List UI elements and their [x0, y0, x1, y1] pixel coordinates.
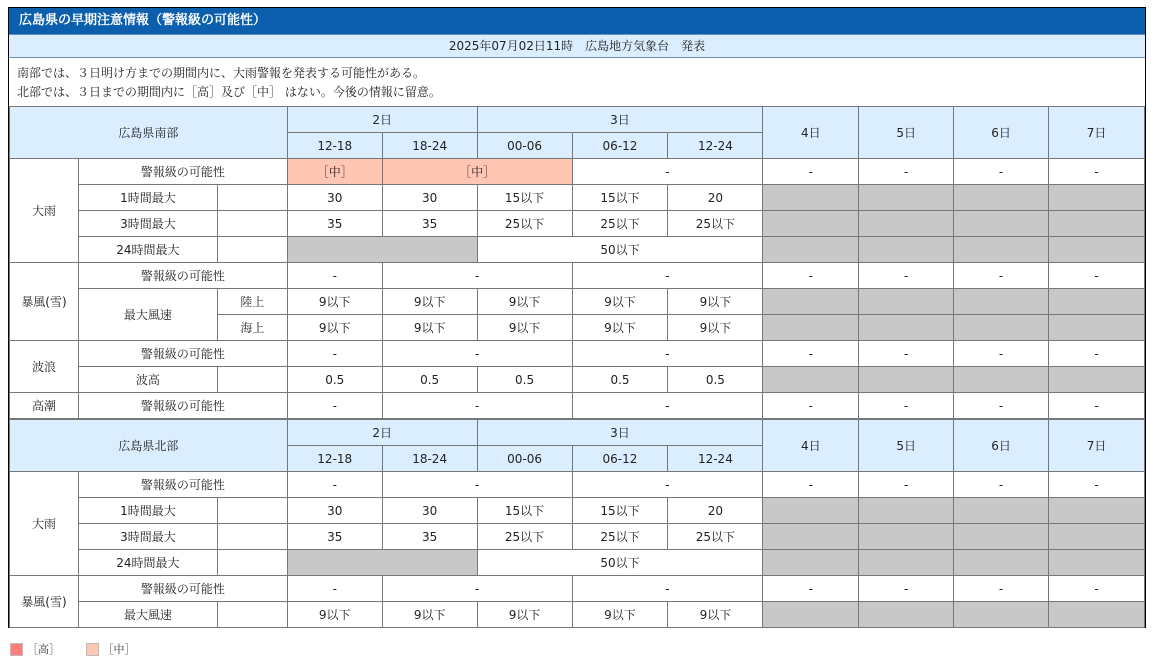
- legend: [10, 641, 158, 657]
- value-cell: 35: [382, 211, 477, 237]
- slot-header: 18-24: [382, 446, 477, 472]
- row-label: 3時間最大: [78, 524, 217, 550]
- day-header-2: 2日: [287, 420, 477, 446]
- na-cell: [1049, 185, 1145, 211]
- value-cell: 9以下: [382, 315, 477, 341]
- value-cell: 35: [287, 211, 382, 237]
- na-cell: [1049, 211, 1145, 237]
- north-table: [9, 419, 1145, 628]
- slot-header: 12-18: [287, 133, 382, 159]
- na-cell: [763, 289, 859, 315]
- na-cell: [954, 602, 1049, 628]
- region-name-south: 広島県南部: [10, 107, 288, 159]
- day-possibility-cell: -: [859, 341, 954, 367]
- na-cell: [1049, 498, 1145, 524]
- issued-time: 2025年07月02日11時 広島地方気象台 発表: [9, 34, 1145, 58]
- value-cell: 0.5: [382, 367, 477, 393]
- legend-swatch-mid: [86, 643, 99, 656]
- value-cell: 9以下: [477, 289, 572, 315]
- element-label-wind: 暴風(雪): [10, 263, 79, 341]
- panel-title: 広島県の早期注意情報（警報級の可能性）: [9, 8, 1145, 34]
- na-cell: [859, 602, 954, 628]
- possibility-cell: -: [572, 393, 763, 419]
- summary-line-north: 北部では、３日までの期間内に［高］及び［中］ はない。今後の情報に留意。: [17, 85, 441, 99]
- na-cell: [763, 367, 859, 393]
- value-cell: 25以下: [477, 211, 572, 237]
- day-possibility-cell: -: [859, 159, 954, 185]
- na-cell: [1049, 602, 1145, 628]
- day-possibility-cell: -: [1049, 472, 1145, 498]
- na-cell: [763, 550, 859, 576]
- day-header-5: 5日: [859, 420, 954, 472]
- possibility-cell: -: [572, 576, 763, 602]
- blank-cell: [217, 237, 287, 263]
- day-possibility-cell: -: [763, 159, 859, 185]
- value-cell: 25以下: [668, 524, 763, 550]
- value-cell: 15以下: [572, 498, 668, 524]
- na-cell: [859, 185, 954, 211]
- na-cell: [859, 367, 954, 393]
- day-header-6: 6日: [954, 420, 1049, 472]
- value-cell: 30: [287, 498, 382, 524]
- na-cell: [763, 524, 859, 550]
- summary-line-south: 南部では、３日明け方までの期間内に、大雨警報を発表する可能性がある。: [17, 66, 426, 80]
- day-possibility-cell: -: [1049, 341, 1145, 367]
- value-cell: 0.5: [477, 367, 572, 393]
- sub-label: 海上: [217, 315, 287, 341]
- row-label: 最大風速: [78, 289, 217, 341]
- blank-cell: [217, 602, 287, 628]
- day-possibility-cell: -: [763, 341, 859, 367]
- day-header-2: 2日: [287, 107, 477, 133]
- value-cell: 0.5: [287, 367, 382, 393]
- value-cell: 9以下: [382, 602, 477, 628]
- na-cell: [763, 185, 859, 211]
- value-cell: 50以下: [477, 550, 763, 576]
- row-label: 警報級の可能性: [78, 159, 287, 185]
- possibility-cell: -: [382, 263, 572, 289]
- day-possibility-cell: -: [954, 159, 1049, 185]
- na-cell: [954, 498, 1049, 524]
- value-cell: 9以下: [668, 602, 763, 628]
- row-label: 最大風速: [78, 602, 217, 628]
- na-cell: [1049, 524, 1145, 550]
- day-header-7: 7日: [1049, 420, 1145, 472]
- na-cell: [859, 498, 954, 524]
- slot-header: 18-24: [382, 133, 477, 159]
- na-cell: [954, 550, 1049, 576]
- possibility-cell: -: [287, 393, 382, 419]
- day-possibility-cell: -: [763, 472, 859, 498]
- day-possibility-cell: -: [1049, 576, 1145, 602]
- summary-text: [9, 58, 1145, 105]
- possibility-cell: ［中］: [287, 159, 382, 185]
- possibility-cell: -: [287, 263, 382, 289]
- na-cell: [1049, 237, 1145, 263]
- na-cell: [859, 237, 954, 263]
- blank-cell: [217, 550, 287, 576]
- na-cell: [954, 524, 1049, 550]
- value-cell: 9以下: [287, 602, 382, 628]
- na-cell: [954, 289, 1049, 315]
- value-cell: 25以下: [668, 211, 763, 237]
- sub-label: 陸上: [217, 289, 287, 315]
- blank-cell: [217, 185, 287, 211]
- day-header-5: 5日: [859, 107, 954, 159]
- value-cell: 20: [668, 185, 763, 211]
- legend-swatch-high: [10, 643, 23, 656]
- value-cell: 9以下: [287, 289, 382, 315]
- row-label: 3時間最大: [78, 211, 217, 237]
- value-cell: 35: [382, 524, 477, 550]
- blank-cell: [217, 524, 287, 550]
- day-possibility-cell: -: [859, 576, 954, 602]
- slot-header: 12-18: [287, 446, 382, 472]
- slot-header: 00-06: [477, 133, 572, 159]
- day-header-7: 7日: [1049, 107, 1145, 159]
- value-cell: 9以下: [668, 315, 763, 341]
- slot-header: 00-06: [477, 446, 572, 472]
- possibility-cell: -: [572, 472, 763, 498]
- na-cell: [763, 211, 859, 237]
- row-label: 警報級の可能性: [78, 263, 287, 289]
- row-label: 24時間最大: [78, 237, 217, 263]
- value-cell: 9以下: [572, 315, 668, 341]
- na-cell: [859, 524, 954, 550]
- day-possibility-cell: -: [954, 263, 1049, 289]
- value-cell: 0.5: [668, 367, 763, 393]
- value-cell: 25以下: [477, 524, 572, 550]
- south-table: [9, 106, 1145, 419]
- day-header-6: 6日: [954, 107, 1049, 159]
- value-cell: 30: [382, 185, 477, 211]
- possibility-cell: -: [382, 576, 572, 602]
- legend-label-high: ［高］: [27, 643, 60, 656]
- blank-cell: [217, 367, 287, 393]
- na-cell: [954, 185, 1049, 211]
- row-label: 警報級の可能性: [78, 341, 287, 367]
- slot-header: 12-24: [668, 446, 763, 472]
- day-header-4: 4日: [763, 420, 859, 472]
- day-possibility-cell: -: [954, 576, 1049, 602]
- na-cell: [1049, 315, 1145, 341]
- blank-cell: [217, 211, 287, 237]
- possibility-cell: -: [382, 341, 572, 367]
- na-cell: [1049, 550, 1145, 576]
- value-cell: 35: [287, 524, 382, 550]
- early-warning-panel: [8, 7, 1146, 628]
- na-cell: [287, 237, 477, 263]
- na-cell: [859, 289, 954, 315]
- element-label-wave: 波浪: [10, 341, 79, 393]
- day-possibility-cell: -: [1049, 159, 1145, 185]
- na-cell: [287, 550, 477, 576]
- value-cell: 9以下: [477, 602, 572, 628]
- possibility-cell: -: [572, 159, 763, 185]
- na-cell: [1049, 289, 1145, 315]
- possibility-cell: ［中］: [382, 159, 572, 185]
- possibility-cell: -: [382, 472, 572, 498]
- possibility-cell: -: [287, 341, 382, 367]
- row-label: 警報級の可能性: [78, 472, 287, 498]
- value-cell: 9以下: [668, 289, 763, 315]
- na-cell: [954, 237, 1049, 263]
- row-label: 波高: [78, 367, 217, 393]
- value-cell: 15以下: [477, 185, 572, 211]
- day-header-3: 3日: [477, 420, 763, 446]
- value-cell: 30: [287, 185, 382, 211]
- na-cell: [954, 211, 1049, 237]
- day-possibility-cell: -: [859, 393, 954, 419]
- na-cell: [954, 367, 1049, 393]
- day-possibility-cell: -: [763, 576, 859, 602]
- value-cell: 9以下: [477, 315, 572, 341]
- row-label: 1時間最大: [78, 185, 217, 211]
- value-cell: 0.5: [572, 367, 668, 393]
- day-header-3: 3日: [477, 107, 763, 133]
- day-possibility-cell: -: [763, 263, 859, 289]
- possibility-cell: -: [287, 472, 382, 498]
- day-possibility-cell: -: [763, 393, 859, 419]
- legend-label-mid: ［中］: [102, 643, 136, 656]
- element-label-wind: 暴風(雪): [10, 576, 79, 628]
- value-cell: 15以下: [477, 498, 572, 524]
- value-cell: 9以下: [287, 315, 382, 341]
- day-header-4: 4日: [763, 107, 859, 159]
- possibility-cell: -: [287, 576, 382, 602]
- possibility-cell: -: [382, 393, 572, 419]
- region-name-north: 広島県北部: [10, 420, 288, 472]
- na-cell: [763, 315, 859, 341]
- value-cell: 30: [382, 498, 477, 524]
- day-possibility-cell: -: [859, 263, 954, 289]
- na-cell: [763, 237, 859, 263]
- row-label: 警報級の可能性: [78, 576, 287, 602]
- slot-header: 06-12: [572, 446, 668, 472]
- value-cell: 20: [668, 498, 763, 524]
- day-possibility-cell: -: [1049, 263, 1145, 289]
- day-possibility-cell: -: [859, 472, 954, 498]
- na-cell: [859, 211, 954, 237]
- day-possibility-cell: -: [954, 341, 1049, 367]
- value-cell: 50以下: [477, 237, 763, 263]
- na-cell: [859, 315, 954, 341]
- value-cell: 9以下: [572, 289, 668, 315]
- row-label: 警報級の可能性: [78, 393, 287, 419]
- row-label: 1時間最大: [78, 498, 217, 524]
- element-label-rain: 大雨: [10, 159, 79, 263]
- day-possibility-cell: -: [954, 472, 1049, 498]
- value-cell: 25以下: [572, 524, 668, 550]
- slot-header: 06-12: [572, 133, 668, 159]
- slot-header: 12-24: [668, 133, 763, 159]
- row-label: 24時間最大: [78, 550, 217, 576]
- value-cell: 9以下: [382, 289, 477, 315]
- element-label-rain: 大雨: [10, 472, 79, 576]
- possibility-cell: -: [572, 341, 763, 367]
- value-cell: 25以下: [572, 211, 668, 237]
- day-possibility-cell: -: [954, 393, 1049, 419]
- day-possibility-cell: -: [1049, 393, 1145, 419]
- na-cell: [763, 498, 859, 524]
- element-label-tide: 高潮: [10, 393, 79, 419]
- na-cell: [954, 315, 1049, 341]
- na-cell: [1049, 367, 1145, 393]
- value-cell: 15以下: [572, 185, 668, 211]
- na-cell: [763, 602, 859, 628]
- possibility-cell: -: [572, 263, 763, 289]
- na-cell: [859, 550, 954, 576]
- blank-cell: [217, 498, 287, 524]
- value-cell: 9以下: [572, 602, 668, 628]
